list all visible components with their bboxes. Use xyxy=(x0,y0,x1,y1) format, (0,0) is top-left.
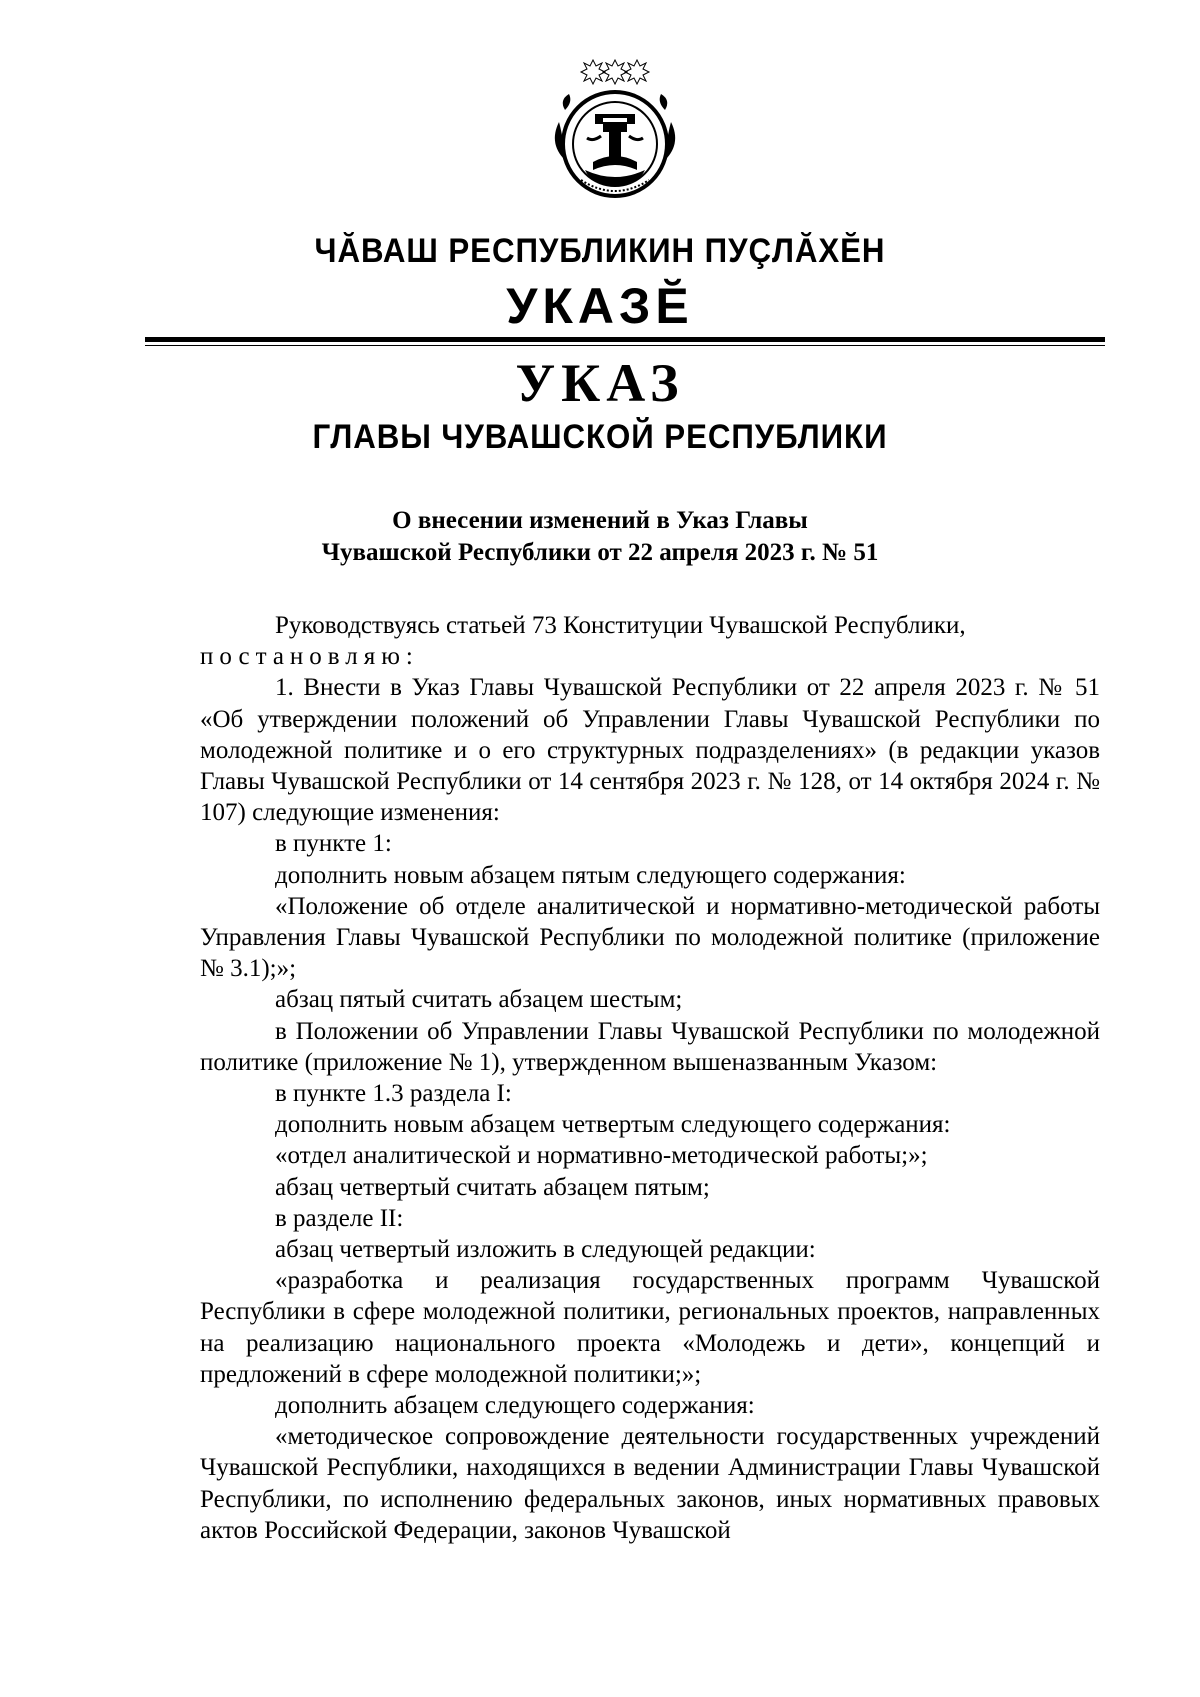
header-russian-title: УКАЗ xyxy=(515,353,685,413)
document-body xyxy=(200,610,1100,1546)
paragraph: абзац четвертый считать абзацем пятым; xyxy=(275,1173,710,1201)
paragraph: абзац пятый считать абзацем шестым; xyxy=(275,986,683,1014)
paragraph: Руководствуясь статьей 73 Конституции Чувашской Республики, xyxy=(275,612,966,639)
paragraph: «Положение об отделе аналитической и нормативно-методической работы Управления Главы Чувашской Республики по молодежной политике (приложение № 3.1);»; xyxy=(200,892,1100,983)
header-chuvash-line2: УКАЗĔ xyxy=(506,278,694,334)
paragraph: в Положении об Управлении Главы Чувашской Республики по молодежной политике (приложение № 1), утвержденном вышеназванным Указом: xyxy=(200,1017,1100,1076)
paragraph: «разработка и реализация государственных программ Чувашской Республики в сфере молодежной политики, региональных проектов, направленных на реализацию национального проекта «Молодежь и дети», концепций и предложений в сфере молодежной политики;»; xyxy=(200,1267,1100,1388)
paragraph: дополнить новым абзацем пятым следующего содержания: xyxy=(275,861,906,889)
divider-thick xyxy=(145,337,1105,342)
chuvash-emblem-icon xyxy=(545,52,685,202)
paragraph: абзац четвертый изложить в следующей редакции: xyxy=(275,1236,816,1264)
paragraph-resolve: постановляю: xyxy=(200,643,419,671)
document-title-line1: О внесении изменений в Указ Главы xyxy=(392,507,808,534)
document-title-line2: Чувашской Республики от 22 апреля 2023 г. № 51 xyxy=(321,539,879,566)
paragraph: в пункте 1: xyxy=(275,830,392,858)
header-russian-subtitle: ГЛАВЫ ЧУВАШСКОЙ РЕСПУБЛИКИ xyxy=(312,418,888,456)
paragraph: в разделе II: xyxy=(275,1204,404,1232)
paragraph: в пункте 1.3 раздела I: xyxy=(275,1080,512,1108)
paragraph: дополнить новым абзацем четвертым следующего содержания: xyxy=(275,1111,951,1139)
paragraph: дополнить абзацем следующего содержания: xyxy=(275,1392,755,1420)
paragraph: «методическое сопровождение деятельности государственных учреждений Чувашской Республики, находящихся в ведении Администрации Главы Чувашской Республики, по исполнению федеральных законов, иных нормативных правовых актов Российской Федерации, законов Чувашской xyxy=(200,1423,1100,1544)
divider-thin xyxy=(145,345,1105,346)
paragraph: 1. Внести в Указ Главы Чувашской Республики от 22 апреля 2023 г. № 51 «Об утверждении положений об Управлении Главы Чувашской Республики по молодежной политике и о его структурных подразделениях» (в редакции указов Главы Чувашской Республики от 14 сентября 2023 г. № 128, от 14 октября 2024 г. № 107) следующие изменения: xyxy=(200,674,1100,827)
header-chuvash-line1: ЧĂВАШ РЕСПУБЛИКИН ПУÇЛĂХĔН xyxy=(314,232,886,270)
paragraph: «отдел аналитической и нормативно-методической работы;»; xyxy=(275,1142,928,1170)
document-title xyxy=(0,505,1200,569)
